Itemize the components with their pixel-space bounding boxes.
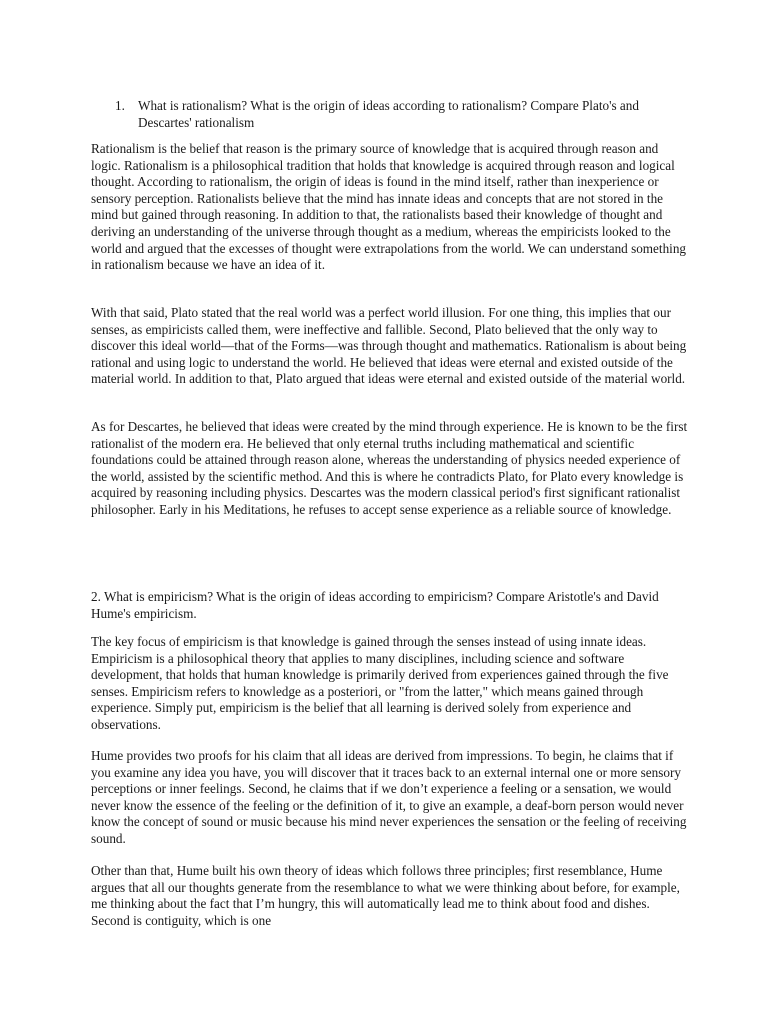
q2-paragraph-2-block [91,748,689,848]
q2-paragraph-3: Other than that, Hume built his own theory of ideas which follows three principles; first resemblance, Hume argues that all our thoughts generate from the resemblance to what we were thinking about before, for example, me thinking about the fact that I’m hungry, this will automatically lead me to think about food and dishes. Second is contiguity, which is one [91,863,680,928]
q1-paragraph-1-block [91,141,689,274]
q2-paragraph-1-block [91,634,689,734]
q2-paragraph-3-block [91,863,689,929]
q2-paragraph-2: Hume provides two proofs for his claim that all ideas are derived from impressions. To begin, he claims that if you examine any idea you have, you will discover that it traces back to an external internal one or more sensory perceptions or inner feelings. Second, he claims that if we don’t experience a feeling or a sensation, we would never know the essence of the feeling or the definition of it, to give an example, a deaf-born person would never know the concept of sound or music because his mind never experiences the sensation or the feeling of receiving sound. [91,748,687,846]
question-1-number: 1. [115,98,125,113]
question-1-heading [115,98,678,131]
q1-paragraph-2: With that said, Plato stated that the real world was a perfect world illusion. For one thing, this implies that our senses, as empiricists called them, were ineffective and fallible. Second, Plato believed that the only way to discover this ideal world—that of the Forms—was through thought and mathematics. Rationalism is about being rational and using logic to understand the world. He believed that ideas were eternal and existed outside of the material world. In addition to that, Plato argued that ideas were eternal and existed outside of the material world. [91,305,687,387]
q1-paragraph-2-block [91,305,689,388]
q1-paragraph-3-block [91,419,689,519]
q1-paragraph-1: Rationalism is the belief that reason is the primary source of knowledge that is acquired through reason and logic. Rationalism is a philosophical tradition that holds that knowledge is acquired through reason and logical thought. According to rationalism, the origin of ideas is found in the mind itself, rather than inexperience or sensory perception. Rationalists believe that the mind has innate ideas and concepts that are not stored in the mind but gained through reasoning. In addition to that, the rationalists based their knowledge of thought and deriving an understanding of the universe through thought as a medium, whereas the empiricists looked to the world and argued that the excesses of thought were extrapolations from the world. We can understand something in rationalism because we have an idea of it. [91,141,687,273]
question-1-text: What is rationalism? What is the origin of ideas according to rationalism? Compare Plato's and Descartes' rationalism [138,98,639,130]
q2-paragraph-1: The key focus of empiricism is that knowledge is gained through the senses instead of using innate ideas. Empiricism is a philosophical theory that applies to many disciplines, including science and software development, that holds that human knowledge is primarily derived from experiences gained through the five senses. Empiricism refers to knowledge as a posteriori, or "from the latter," which means gained through experience. Simply put, empiricism is the belief that all learning is derived solely from experience and observations. [91,634,669,732]
question-2-heading [91,589,689,622]
q1-paragraph-3: As for Descartes, he believed that ideas were created by the mind through experience. He is known to be the first rationalist of the modern era. He believed that only eternal truths including mathematical and scientific foundations could be attained through reason alone, whereas the understanding of physics needed experience of the world, assisted by the scientific method. And this is where he contradicts Plato, for Plato every knowledge is acquired by reasoning including physics. Descartes was the modern classical period's first significant rationalist philosopher. Early in his Meditations, he refuses to accept sense experience as a reliable source of knowledge. [91,419,688,517]
question-2-text: 2. What is empiricism? What is the origin of ideas according to empiricism? Compare Aristotle's and David Hume's empiricism. [91,589,659,621]
